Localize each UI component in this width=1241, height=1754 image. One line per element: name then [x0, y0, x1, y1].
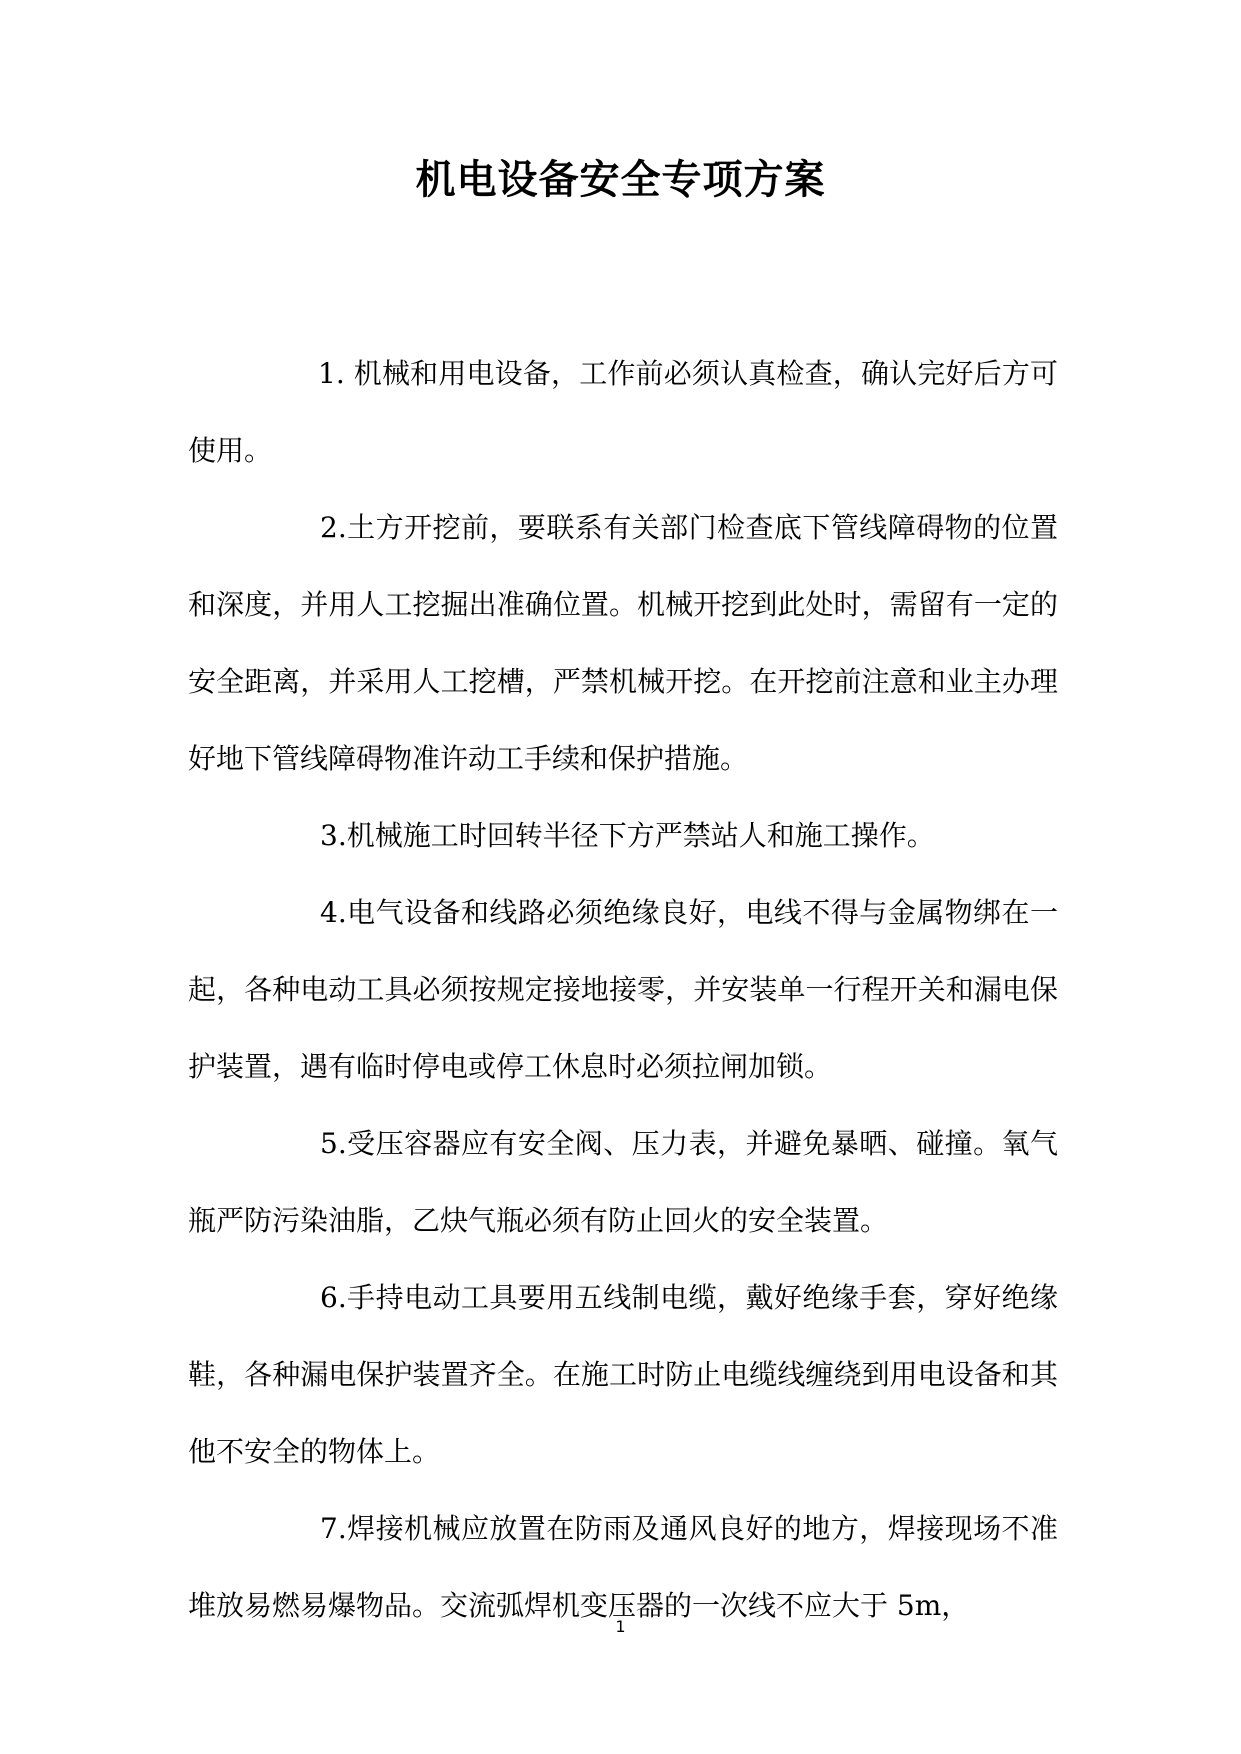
- document-title: 机电设备安全专项方案: [415, 156, 826, 203]
- page-number: 1: [615, 1617, 626, 1636]
- paragraph-3: 3.机械施工时回转半径下方严禁站人和施工操作。: [320, 819, 935, 852]
- paragraph-5: 5.受压容器应有安全阀、压力表，并避免暴晒、碰撞。氧气瓶严防污染油脂，乙炔气瓶必须有防止回火的安全装置。: [188, 1127, 1058, 1237]
- paragraph-7: 7.焊接机械应放置在防雨及通风良好的地方，焊接现场不准堆放易燃易爆物品。交流弧焊机变压器的一次线不应大于 5m，: [188, 1512, 1058, 1622]
- document-body: [188, 335, 1058, 1644]
- paragraph-4: 4.电气设备和线路必须绝缘良好，电线不得与金属物绑在一起，各种电动工具必须按规定接地接零，并安装单一行程开关和漏电保护装置，遇有临时停电或停工休息时必须拉闸加锁。: [188, 896, 1058, 1083]
- paragraph-6: 6.手持电动工具要用五线制电缆，戴好绝缘手套，穿好绝缘鞋，各种漏电保护装置齐全。在施工时防止电缆线缠绕到用电设备和其他不安全的物体上。: [188, 1281, 1058, 1468]
- paragraph-2: 2.土方开挖前，要联系有关部门检查底下管线障碍物的位置和深度，并用人工挖掘出准确位置。机械开挖到此处时，需留有一定的安全距离，并采用人工挖槽，严禁机械开挖。在开挖前注意和业主办理好地下管线障碍物准许动工手续和保护措施。: [188, 511, 1058, 775]
- paragraph-1: 1. 机械和用电设备，工作前必须认真检查，确认完好后方可使用。: [188, 357, 1058, 467]
